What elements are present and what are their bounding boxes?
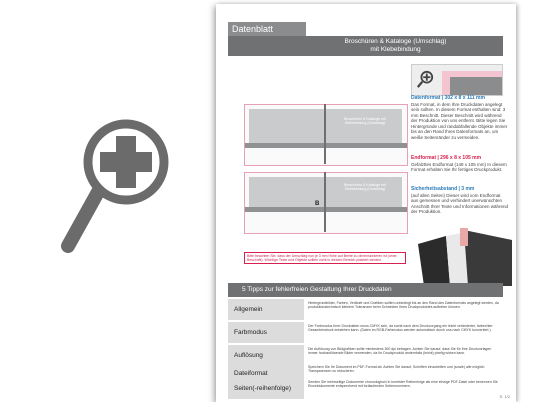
tip-row: Seiten(-reihenfolge) Senden Sie mehrseitige Dokumente chronologisch in korrekter Reihenfolge als eine einzige PDF-Datei oder benennen Sie Einzeldokumente entsprechend mit fortlaufenden Seitennummern.	[228, 378, 503, 399]
format-swatch	[411, 64, 503, 96]
brochure-photo	[416, 226, 514, 286]
zoom-icon[interactable]	[60, 118, 170, 258]
magnifier-icon	[416, 70, 434, 88]
spec-safety: Sicherheitsabstand | 3 mm (auf allen Seiten) Dieser wird vom Endformat aus gemessen und verhindert unerwünschten Anschnitt Ihrer Texte und Informationen während der Produktion.	[411, 186, 508, 214]
spine-line	[324, 104, 326, 164]
tip-row: Dateiformat Speichern Sie Ihr Dokument im PDF-Format ab. Achten Sie darauf, Schriften einzubetten und (sowie) alle möglich Transparenzen zu reduzieren.	[228, 363, 503, 384]
cover-diagram-front: Broschüren & Kataloge mit Klebebindung (Umschlag)	[244, 104, 408, 166]
tip-row: Farbmodus Der Farbmodus Ihrer Druckdaten muss CMYK sein, da somit nach dem Druckvorgang ein leicht veränderter, farbechter Gesamteindruck entstehen kann. (Daten im RGB-Farbmodus werden automatisch durch uns nach CMYK konvertiert.)	[228, 322, 503, 343]
note-box: Bitte beachten Sie, dass der Umschlag nun je 3 mm Höhe auf Breite zu dimensionieren ist (ohne Beschnitt). Wichtige Texte und Objekte sollten nicht in diesem Bereich platziert werden.	[244, 252, 406, 264]
tips-heading: 5 Tipps zur fehlerfreien Gestaltung Ihrer Druckdaten	[228, 283, 503, 297]
datasheet-page	[216, 4, 516, 402]
page-number: S. 1/2	[499, 394, 510, 399]
spec-dataformat: Datenformat | 302 x 8 x 111 mm Das Format, in dem Ihre Druckdaten angelegt sein sollten. In diesem Format enthalten sind: 3 mm Beschnitt. Dieser Beschnitt wird während der Produktion von uns entfernt. Bitte legen Sie Hintergründe und randabfallende Objekte immer bis an den Rand Ihres Datenformats an, um weiße Seitenränder zu vermeiden.	[411, 95, 508, 140]
spine-letter: B	[315, 201, 320, 207]
spec-endformat: Endformat | 296 x 8 x 105 mm Gefalzttes Endformat (148 x 105 mm) In diesem Format erhalten Sie Ihr fertiges Druckprodukt.	[411, 155, 507, 172]
spine-line	[324, 172, 326, 232]
tip-row: Allgemein Hintergrundbilder, Farben, Verläufe und Grafiken sollten unbedingt bis an den Rand des Datenformats angelegt werden, da produktionstechnisch kleinere Toleranzen beim Schneiden Ihres Druckproduktes auftreten können.	[228, 299, 503, 320]
page-title: Datenblatt	[228, 22, 306, 36]
tip-row: Auflösung Die Auflösung von Bildgrafiken sollte mindestens 300 dpi betragen. Achten Sie darauf, dass Sie für Ihre Druckvorlagen immer hochauflösende Bilder verwenden, da Ihr Druckprodukt andernfalls (leicht) pixelig wirken kann.	[228, 345, 503, 366]
cover-diagram-back: Broschüren & Kataloge mit Klebebindung (Umschlag)	[244, 172, 408, 234]
page-subtitle: Broschüren & Kataloge (Umschlag) mit Klebebindung	[228, 36, 503, 56]
